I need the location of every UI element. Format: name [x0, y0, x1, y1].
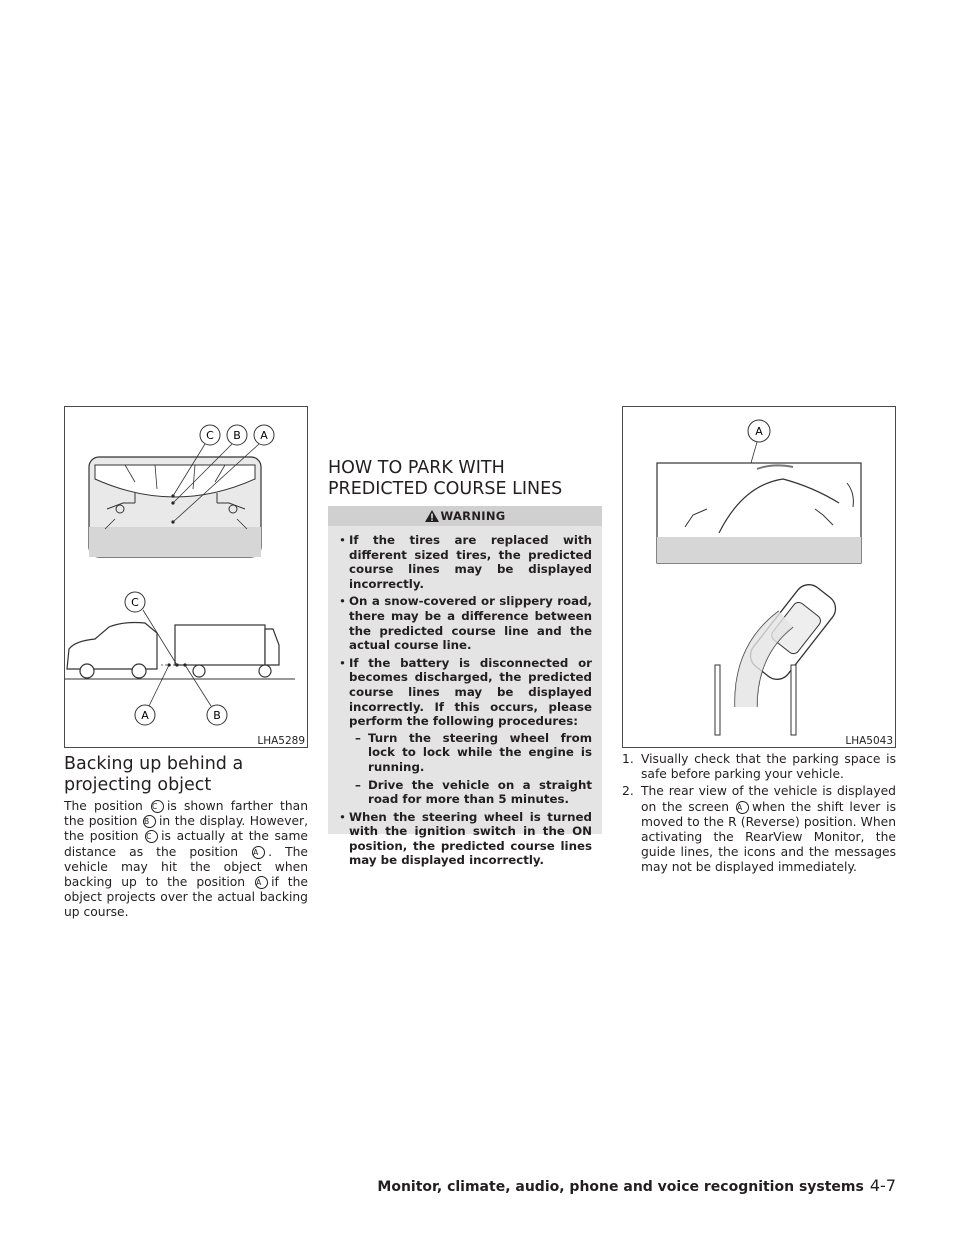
para-text-1: The position	[64, 799, 143, 813]
step-1	[622, 752, 896, 782]
step-number: 2.	[622, 784, 634, 799]
warning-item-text: If the battery is disconnected or becomes discharged, the predicted course lines may be displayed incorrectly. If this occurs, please perform the following procedures:	[349, 655, 592, 729]
badge-c: C	[151, 800, 164, 813]
para-text-4: is actually at the same distance as the position	[64, 829, 309, 859]
step-2	[622, 784, 896, 875]
callout-a-right: A	[755, 425, 763, 438]
warning-item: • If the tires are replaced with different sized tires, the predicted course lines may be displayed incorrectly.	[340, 533, 592, 591]
para-text-6: if the object projects over the actual backing up course.	[64, 875, 308, 920]
warning-title: WARNING	[440, 509, 506, 523]
parking-illustration	[623, 407, 895, 747]
figure-parking-view	[622, 406, 896, 748]
warning-box	[328, 506, 602, 868]
step-text: Visually check that the parking space is safe before parking your vehicle.	[641, 752, 896, 782]
callout-a-top: A	[260, 429, 268, 442]
step-text-cont: when the shift lever is moved to the R (Reverse) position. When activating the RearView Monitor, the guide lines, the icons and the messages may not be displayed immediately.	[641, 799, 896, 875]
para-text-5: . The vehicle may hit the object when backing up to the position	[64, 844, 308, 890]
badge-a-step: A	[736, 801, 749, 814]
heading-predicted-course-lines: HOW TO PARK WITH PREDICTED COURSE LINES	[328, 458, 563, 499]
callout-a-side: A	[141, 709, 149, 722]
warning-subitem: – Drive the vehicle on a straight road for more than 5 minutes.	[355, 778, 592, 807]
figure-backing-up	[64, 406, 308, 748]
footer-section-title: Monitor, climate, audio, phone and voice recognition systems	[377, 1179, 864, 1195]
step-number: 1.	[622, 752, 634, 766]
callout-b-top: B	[233, 429, 241, 442]
warning-header	[328, 506, 602, 526]
warning-item: • When the steering wheel is turned with the ignition switch in the ON position, the predicted course lines may be displayed incorrectly.	[340, 810, 592, 868]
paragraph-backing-up-left	[64, 799, 308, 921]
warning-item: • On a snow-covered or slippery road, there may be a difference between the predicted course line and the actual course line.	[340, 594, 592, 652]
warning-sublist	[355, 731, 592, 807]
steps-list	[622, 752, 896, 878]
callout-b-side: B	[213, 709, 221, 722]
badge-a-2: A	[255, 876, 268, 889]
para-text-2: is shown farther than the position	[64, 799, 308, 829]
page-number: 4-7	[869, 1176, 896, 1195]
warning-icon	[425, 510, 439, 522]
warning-list	[340, 533, 592, 871]
figure-id-lha5043: LHA5043	[841, 734, 895, 747]
badge-c-2: C	[145, 830, 158, 843]
badge-b: B	[143, 815, 156, 828]
para-text-3: in the display. However, the position	[64, 814, 309, 844]
warning-subitem: – Turn the steering wheel from lock to lock while the engine is running.	[355, 731, 592, 775]
warning-item	[340, 656, 592, 807]
step-text: The rear view of the vehicle is displayed on the screen	[641, 784, 896, 814]
page-footer	[377, 1176, 896, 1195]
callout-c-top: C	[206, 429, 214, 442]
heading-backing-up: Backing up behind a projecting object	[64, 754, 244, 795]
badge-a: A	[252, 846, 265, 859]
callout-c-side: C	[131, 596, 139, 609]
figure-id-lha5289: LHA5289	[253, 734, 307, 747]
backing-up-illustration	[65, 407, 307, 747]
